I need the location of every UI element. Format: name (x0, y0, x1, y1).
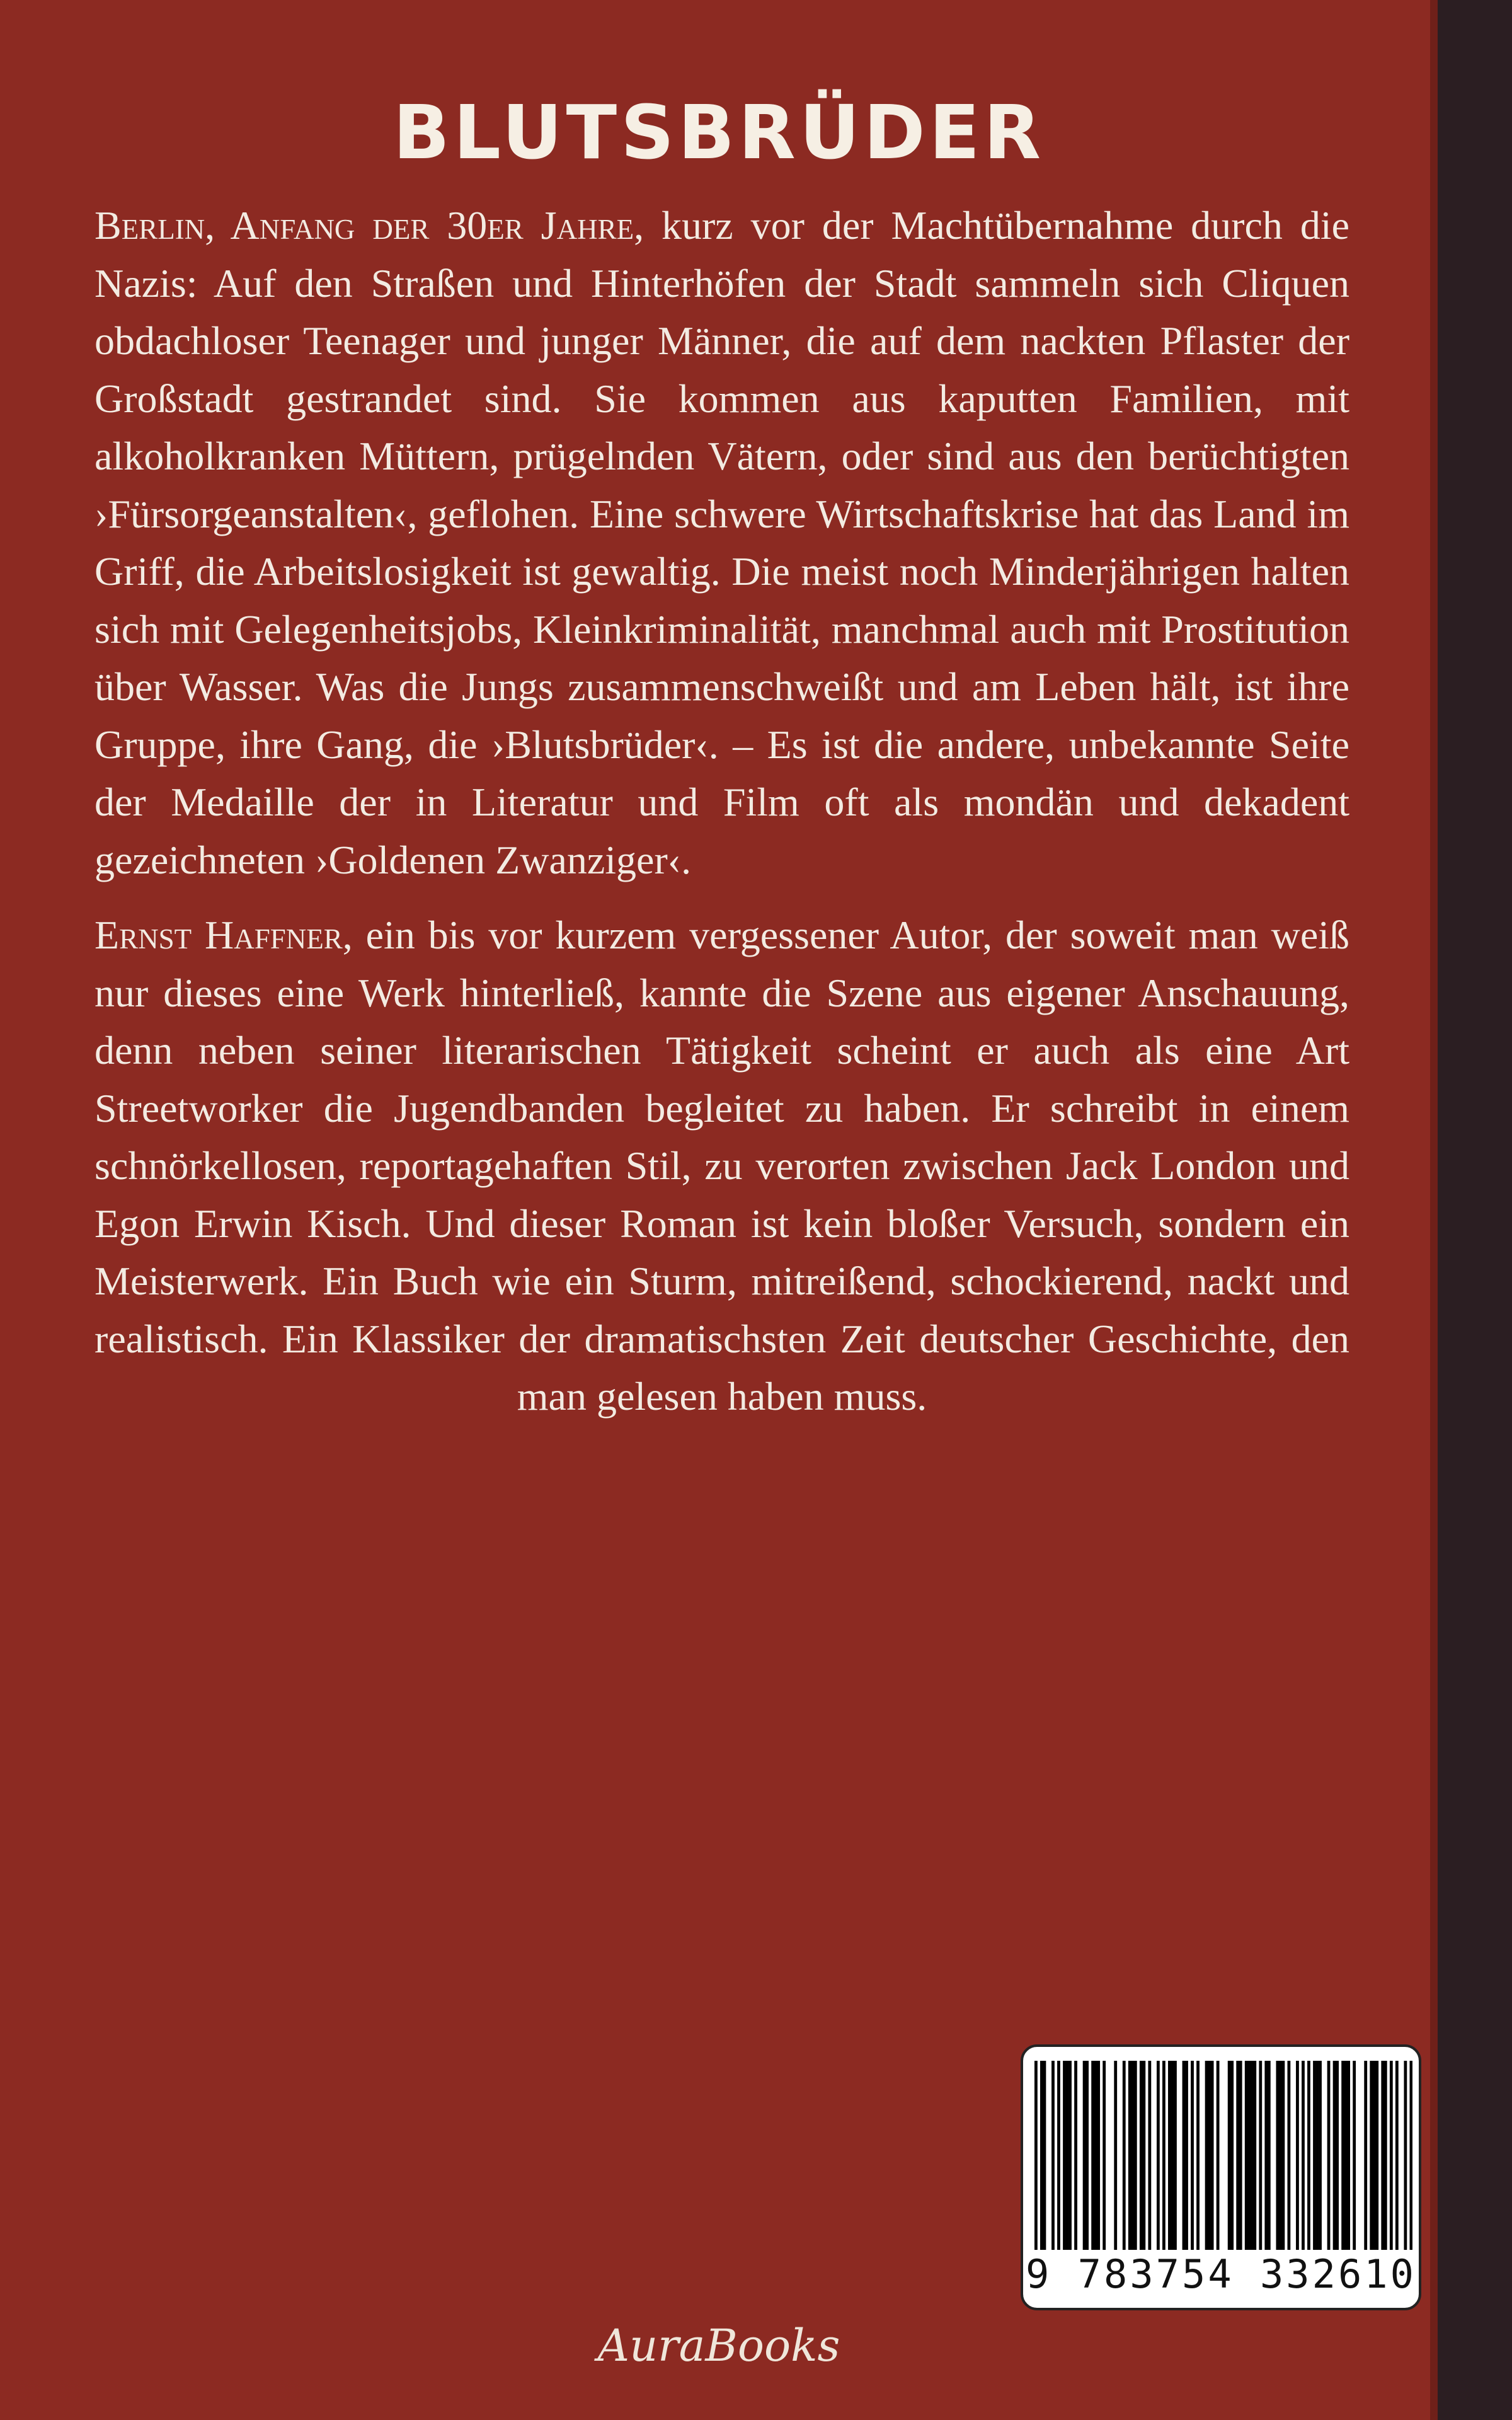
barcode-bar (1066, 2061, 1069, 2250)
barcode-bar (1185, 2061, 1188, 2250)
barcode-bar (1068, 2061, 1072, 2250)
paragraph-2-lead: Ernst Haffner (94, 913, 343, 957)
barcode-bar (1281, 2061, 1285, 2250)
barcode-bar (1123, 2061, 1126, 2250)
barcode-bar (1373, 2061, 1376, 2250)
barcode-bar (1057, 2061, 1060, 2250)
barcode-bar (1288, 2061, 1291, 2250)
barcode-bar (1302, 2061, 1305, 2250)
barcode-bar (1128, 2061, 1131, 2250)
barcode-bar (1083, 2061, 1086, 2250)
barcode-bar (1174, 2061, 1177, 2250)
barcode-bar (1239, 2061, 1242, 2250)
barcode-bar (1094, 2061, 1097, 2250)
barcode-bar (1276, 2061, 1279, 2250)
paragraph-1-text: , kurz vor der Machtübernahme durch die Nazis: Auf den Straßen und Hinterhöfen der Stadt sammeln sich Cliquen obdachloser Teenager und junger Männer, die auf dem nackten Pflaster der Großstadt gestrandet sind. Sie kommen aus kaputten Familien, mit alkoholkranken Müttern, prügelnden Vätern, oder sind aus den berüchtigten ›Fürsorgeanstalten‹, geflohen. Eine schwere Wirtschaftskrise hat das Land im Griff, die Arbeitslosigkeit ist gewaltig. Die meist noch Minderjährigen halten sich mit Gelegenheitsjobs, Kleinkriminalität, manchmal auch mit Prostitution über Wasser. Was die Jungs zusammenschweißt und am Leben hält, ist ihre Gruppe, ihre Gang, die ›Blutsbrüder‹. – Es ist die andere, unbekannte Seite der Medaille der in Literatur und Film oft als mondän und dekadent gezeichneten ›Goldenen Zwanziger‹. (94, 203, 1350, 882)
barcode-bar (1245, 2061, 1248, 2250)
blurb-paragraph-2 (94, 906, 1349, 1426)
barcode-bar (1313, 2061, 1316, 2250)
barcode-bar (1333, 2061, 1336, 2250)
barcode-bar (1140, 2061, 1143, 2250)
barcode-bar (1247, 2061, 1251, 2250)
barcode-bar (1171, 2061, 1174, 2250)
barcode-bar (1296, 2061, 1299, 2250)
barcode-bar (1168, 2061, 1171, 2250)
barcode-bar (1063, 2061, 1066, 2250)
barcode-bar (1327, 2061, 1331, 2250)
barcode-bar (1148, 2061, 1151, 2250)
barcode-bar (1142, 2061, 1145, 2250)
isbn-digits: 9 783754 332610 (1026, 2251, 1416, 2297)
barcode-bar (1114, 2061, 1117, 2250)
barcode-bar (1395, 2061, 1399, 2250)
barcode-bar (1307, 2061, 1310, 2250)
blurb (94, 197, 1349, 1426)
barcode-bar (1264, 2061, 1268, 2250)
barcode-bar (1259, 2061, 1262, 2250)
barcode-bar (1211, 2061, 1214, 2250)
barcode-bar (1205, 2061, 1208, 2250)
barcode-bar (1316, 2061, 1319, 2250)
barcode-bar (1196, 2061, 1200, 2250)
barcode-bar (1131, 2061, 1134, 2250)
barcode-bar (1091, 2061, 1094, 2250)
book-title: BLUTSBRÜDER (392, 89, 1045, 176)
barcode-bar (1336, 2061, 1339, 2250)
cover-edge (1430, 0, 1438, 2420)
barcode-bar (1157, 2061, 1160, 2250)
paragraph-1-lead: Berlin, Anfang der 30er Jahre (94, 203, 634, 248)
barcode-bar (1347, 2061, 1350, 2250)
barcode-bar (1217, 2061, 1220, 2250)
barcode-bar (1208, 2061, 1211, 2250)
barcode-bar (1085, 2061, 1089, 2250)
barcode-bar (1228, 2061, 1231, 2250)
barcode-bar (1268, 2061, 1271, 2250)
barcode-bar (1253, 2061, 1256, 2250)
barcode-bar (1051, 2061, 1055, 2250)
barcode-bar (1384, 2061, 1387, 2250)
barcode-bar (1341, 2061, 1344, 2250)
barcode-bar (1251, 2061, 1254, 2250)
barcode-bar (1230, 2061, 1234, 2250)
barcode-bar (1034, 2061, 1038, 2250)
isbn-barcode (1021, 2044, 1421, 2310)
barcode-bar (1097, 2061, 1100, 2250)
publisher-logo: AuraBooks (597, 2320, 840, 2371)
barcode-bar (1404, 2061, 1407, 2250)
spine-strip (1438, 0, 1512, 2420)
barcode-bar (1409, 2061, 1412, 2250)
barcode-bars (1034, 2061, 1412, 2250)
barcode-bar (1043, 2061, 1046, 2250)
barcode-bar (1236, 2061, 1239, 2250)
barcode-bar (1381, 2061, 1384, 2250)
barcode-bar (1390, 2061, 1393, 2250)
barcode-bar (1074, 2061, 1077, 2250)
barcode-bar (1102, 2061, 1106, 2250)
barcode-bar (1319, 2061, 1322, 2250)
barcode-bar (1162, 2061, 1166, 2250)
barcode-bar (1279, 2061, 1282, 2250)
barcode-bar (1375, 2061, 1378, 2250)
paragraph-2-text: , ein bis vor kurzem vergessener Autor, der soweit man weiß nur dieses eine Werk hinterließ, kannte die Szene aus eigener Anschauung, denn neben seiner literarischen Tätigkeit scheint er auch als eine Art Streetworker die Jugendbanden begleitet zu haben. Er schreibt in einem schnörkellosen, reportagehaften Stil, zu verorten zwischen Jack London und Egon Erwin Kisch. Und dieser Roman ist kein bloßer Versuch, sondern ein Meisterwerk. Ein Buch wie ein Sturm, mitreißend, schockierend, nackt und realistisch. Ein Klassiker der dramatischsten Zeit deutscher Geschichte, den man gelesen haben muss. (94, 913, 1350, 1419)
barcode-bar (1344, 2061, 1348, 2250)
barcode-bar (1370, 2061, 1373, 2250)
barcode-bar (1353, 2061, 1356, 2250)
blurb-paragraph-1 (94, 197, 1349, 889)
barcode-bar (1191, 2061, 1194, 2250)
barcode-bar (1040, 2061, 1043, 2250)
barcode-bar (1134, 2061, 1137, 2250)
barcode-bar (1183, 2061, 1186, 2250)
barcode-bar (1364, 2061, 1367, 2250)
